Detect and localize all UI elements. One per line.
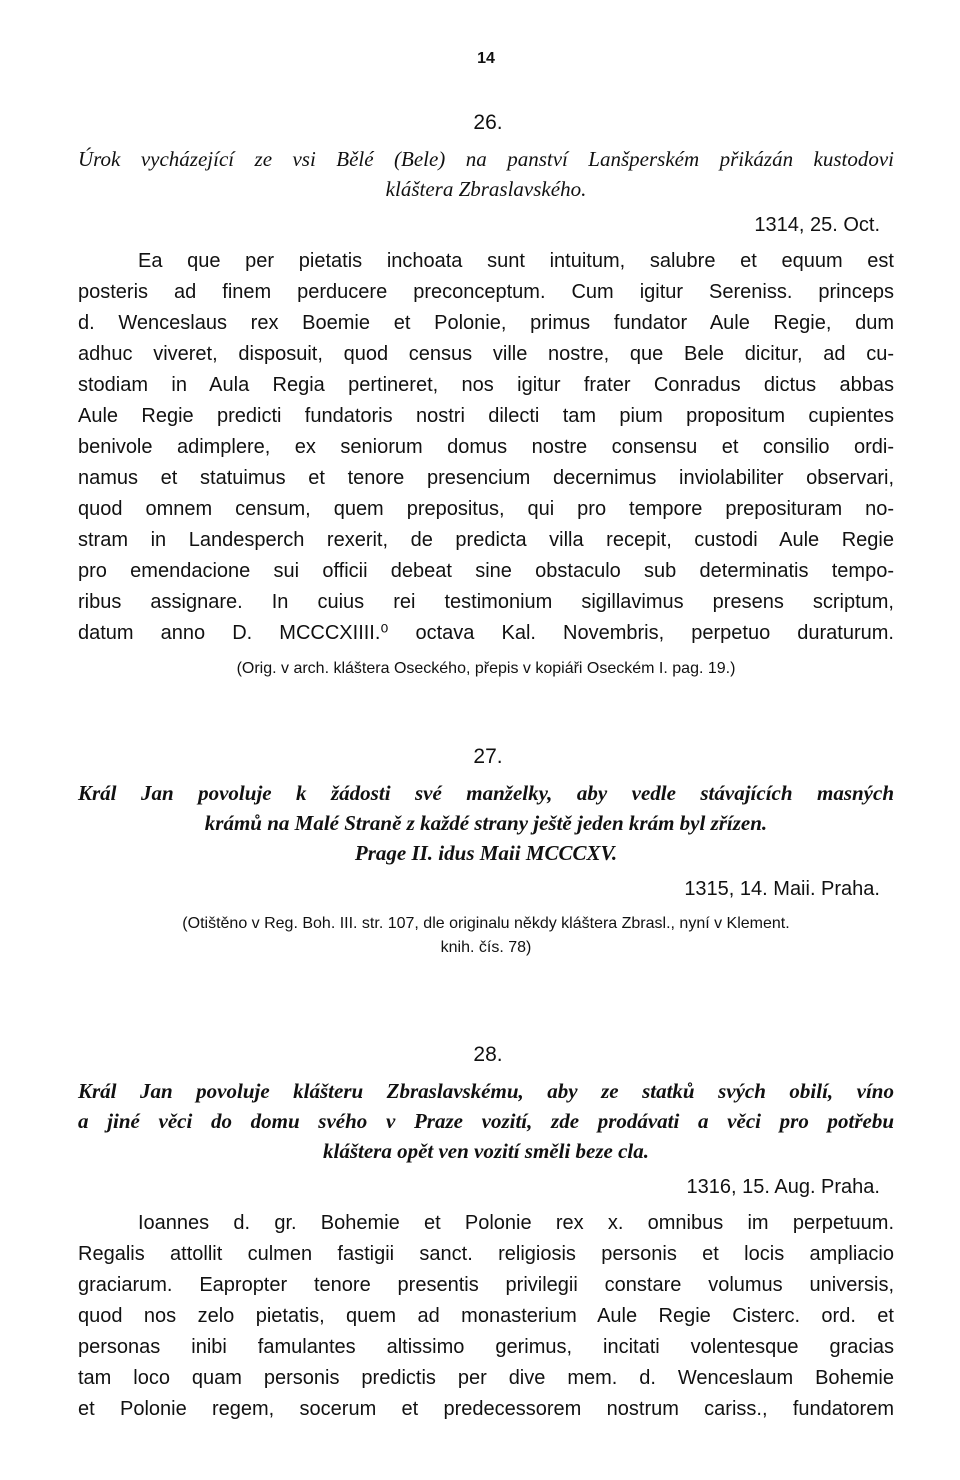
source-note-line: (Otištěno v Reg. Boh. III. str. 107, dle originalu někdy kláštera Zbrasl., nyní v Klement. — [182, 915, 790, 932]
charter-heading — [78, 778, 894, 868]
charter-date: 1315, 14. Maii. Praha. — [684, 878, 880, 900]
charter-26 — [78, 108, 894, 681]
charter-text-line: quod nos zelo pietatis, quem ad monasterium Aule Regie Cisterc. ord. et — [78, 1305, 894, 1327]
charter-source-note — [78, 657, 894, 681]
charter-heading-line: Král Jan povoluje k žádosti své manželky, aby vedle stávajících masných — [78, 781, 894, 805]
charter-text — [78, 1208, 894, 1425]
charter-text-line: personas inibi famulantes altissimo gerimus, incitati volentesque gracias — [78, 1336, 894, 1358]
charter-text-line: quod omnem censum, quem prepositus, qui pro tempore preposituram no- — [78, 498, 894, 520]
charter-text-line: adhuc viveret, disposuit, quod census ville nostre, que Bele dicitur, ad cu- — [78, 343, 894, 365]
charter-text-line: namus et statuimus et tenore presencium decernimus inviolabiliter observari, — [78, 467, 894, 489]
charter-27 — [78, 742, 894, 960]
charter-source-note — [78, 912, 894, 960]
charter-number: 27. — [473, 745, 503, 768]
charter-text-line: Aule Regie predicti fundatoris nostri dilecti tam pium propositum cupientes — [78, 405, 894, 427]
page-number: 14 — [477, 50, 495, 67]
charter-heading-line: kláštera opět ven vozití směli beze cla. — [322, 1139, 650, 1163]
charter-heading-line: Úrok vycházející ze vsi Bělé (Bele) na panství Lanšperském přikázán kustodovi — [78, 147, 894, 171]
document-page — [78, 0, 894, 1480]
charter-text-line: ribus assignare. In cuius rei testimonium sigillavimus presens scriptum, — [78, 591, 894, 613]
charter-heading — [78, 144, 894, 204]
charter-heading — [78, 1076, 894, 1166]
charter-text-line: tam loco quam personis predictis per dive mem. d. Wenceslaum Bohemie — [78, 1367, 894, 1389]
charter-28 — [78, 1040, 894, 1425]
charter-text-line: datum anno D. MCCCXIIII.⁰ octava Kal. Novembris, perpetuo duraturum. — [78, 622, 894, 644]
charter-text-line: Ioannes d. gr. Bohemie et Polonie rex x. omnibus im perpetuum. — [138, 1212, 894, 1234]
charter-text-line: Ea que per pietatis inchoata sunt intuitum, salubre et equum est — [138, 250, 894, 272]
charter-text-line: stram in Landesperch rexerit, de predicta villa recepit, custodi Aule Regie — [78, 529, 894, 551]
charter-text-line: stodiam in Aula Regia pertineret, nos igitur frater Conradus dictus abbas — [78, 374, 894, 396]
charter-heading-line: kláštera Zbraslavského. — [385, 177, 587, 201]
charter-heading-line: Král Jan povoluje klášteru Zbraslavskému, aby ze statků svých obilí, víno — [78, 1079, 894, 1103]
charter-text — [78, 246, 894, 649]
charter-heading-line: a jiné věci do domu svého v Praze vozití, zde prodávati a věci pro potřebu — [78, 1109, 894, 1133]
charter-number: 28. — [473, 1043, 503, 1066]
charter-text-line: d. Wenceslaus rex Boemie et Polonie, primus fundator Aule Regie, dum — [78, 312, 894, 334]
charter-heading-line: krámů na Malé Straně z každé strany ještě jeden krám byl zřízen. — [204, 811, 768, 835]
source-note-line: knih. čís. 78) — [440, 939, 532, 956]
charter-text-line: posteris ad finem perducere preconceptum. Cum igitur Sereniss. princeps — [78, 281, 894, 303]
charter-heading-line: Prage II. idus Maii MCCCXV. — [354, 841, 618, 865]
charter-text-line: et Polonie regem, socerum et predecessorem nostrum cariss., fundatorem — [78, 1398, 894, 1420]
charter-text-line: graciarum. Eapropter tenore presentis privilegii constare volumus universis, — [78, 1274, 894, 1296]
charter-text-line: benivole adimplere, ex seniorum domus nostre consensu et consilio ordi- — [78, 436, 894, 458]
charter-text-line: pro emendacione sui officii debeat sine obstaculo sub determinatis tempo- — [78, 560, 894, 582]
charter-date: 1316, 15. Aug. Praha. — [686, 1176, 880, 1198]
charter-date: 1314, 25. Oct. — [754, 214, 880, 236]
charter-text-line: Regalis attollit culmen fastigii sanct. religiosis personis et locis ampliacio — [78, 1243, 894, 1265]
charter-number: 26. — [473, 111, 503, 134]
source-note-line: (Orig. v arch. kláštera Oseckého, přepis v kopiáři Oseckém I. pag. 19.) — [236, 660, 736, 677]
